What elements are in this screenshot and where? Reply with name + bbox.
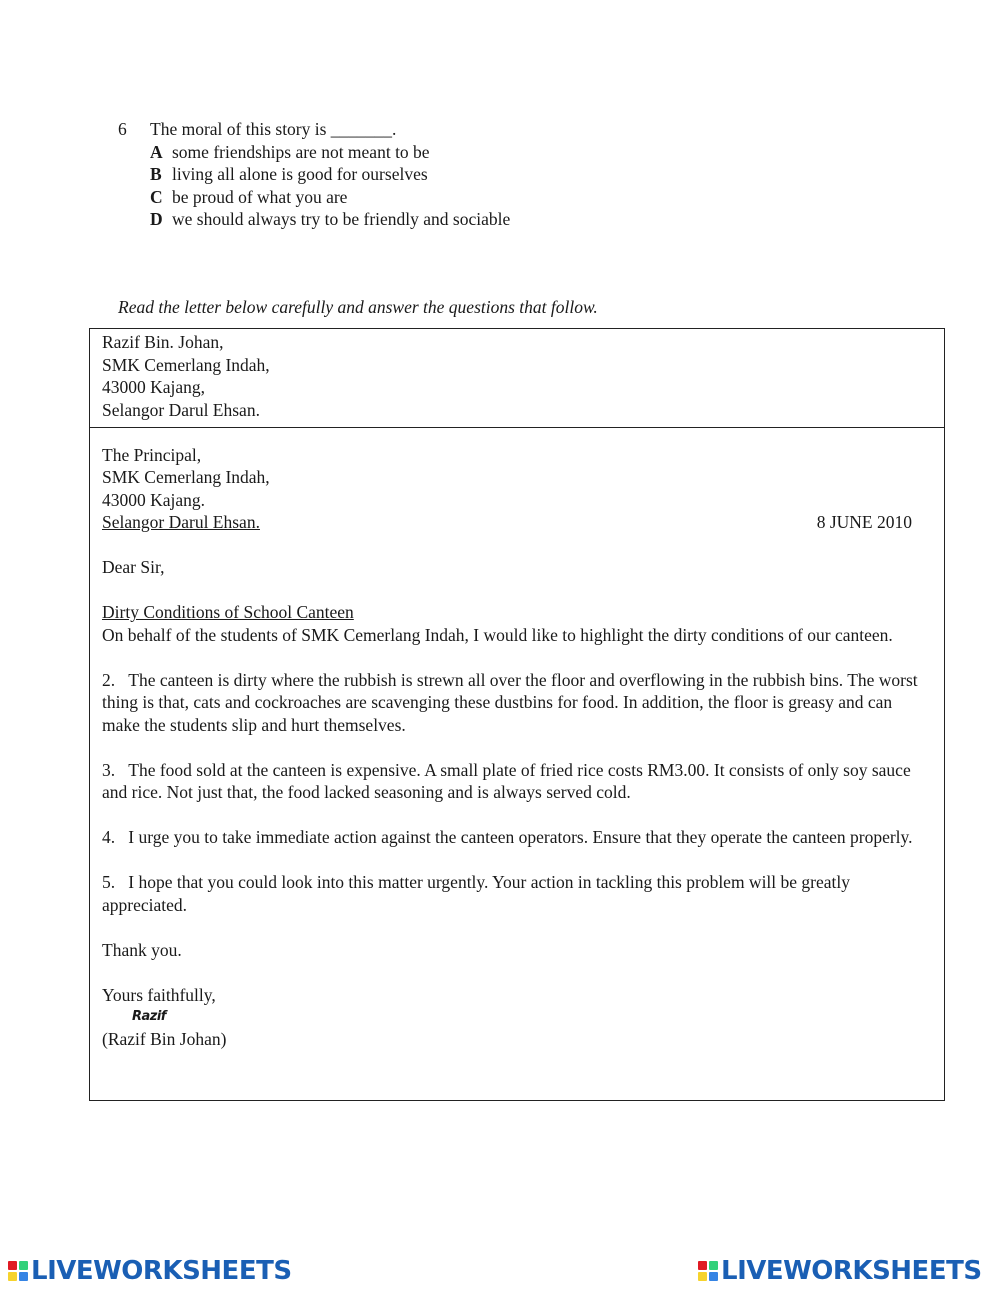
letter-subject: Dirty Conditions of School Canteen [102,602,354,622]
recipient-address: The Principal, SMK Cemerlang Indah, 43000 Kajang. Selangor Darul Ehsan. 8 JUNE 2010 [102,444,912,532]
recipient-state: Selangor Darul Ehsan. [102,512,260,532]
liveworksheets-logo-left[interactable] [8,1256,292,1286]
letter-date: 8 JUNE 2010 [816,512,912,532]
paragraph-4: 4. I urge you to take immediate action against the canteen operators. Ensure that they operate the canteen properly. [102,827,913,847]
paragraph-2: 2. The canteen is dirty where the rubbish is strewn all over the floor and overflowing in the rubbish bins. The worst thing is that, cats and cockroaches are scavenging these dustbins for food. In addition, the floor is greasy and can make the students slip and hurt themselves. [102,669,918,735]
option-a[interactable]: A some friendships are not meant to be [150,141,430,162]
sender-name: (Razif Bin Johan) [102,1029,227,1049]
closing-line: Yours faithfully, [102,984,216,1005]
logo-blocks-icon [698,1261,718,1281]
signature: Razif [132,1009,166,1024]
option-b[interactable]: B living all alone is good for ourselves [150,164,428,184]
thanks-line: Thank you. [102,939,182,960]
logo-text: LIVEWORKSHEETS [31,1256,292,1286]
paragraph-5: 5. I hope that you could look into this matter urgently. Your action in tackling this problem will be greatly appreciated. [102,872,851,915]
logo-text: LIVEWORKSHEETS [721,1256,982,1286]
question-text: The moral of this story is _______. [150,119,397,139]
instruction-text: Read the letter below carefully and answer the questions that follow. [118,297,598,317]
paragraph-3: 3. The food sold at the canteen is expensive. A small plate of fried rice costs RM3.00. It consists of only soy sauce and rice. Not just that, the food lacked seasoning and is always served cold. [102,759,911,802]
salutation: Dear Sir, [102,557,165,577]
letter-body [102,331,934,1051]
sender-address: Razif Bin. Johan, SMK Cemerlang Indah, 43000 Kajang, Selangor Darul Ehsan. [102,332,270,420]
option-c[interactable]: C be proud of what you are [150,186,348,207]
question-number: 6 [118,119,127,139]
letter-box [89,328,945,1101]
question-6 [118,118,510,231]
liveworksheets-logo-right[interactable] [698,1256,982,1286]
logo-blocks-icon [8,1261,28,1281]
option-d[interactable]: D we should always try to be friendly and sociable [150,209,511,229]
intro-paragraph: On behalf of the students of SMK Cemerlang Indah, I would like to highlight the dirty conditions of our canteen. [102,624,893,645]
